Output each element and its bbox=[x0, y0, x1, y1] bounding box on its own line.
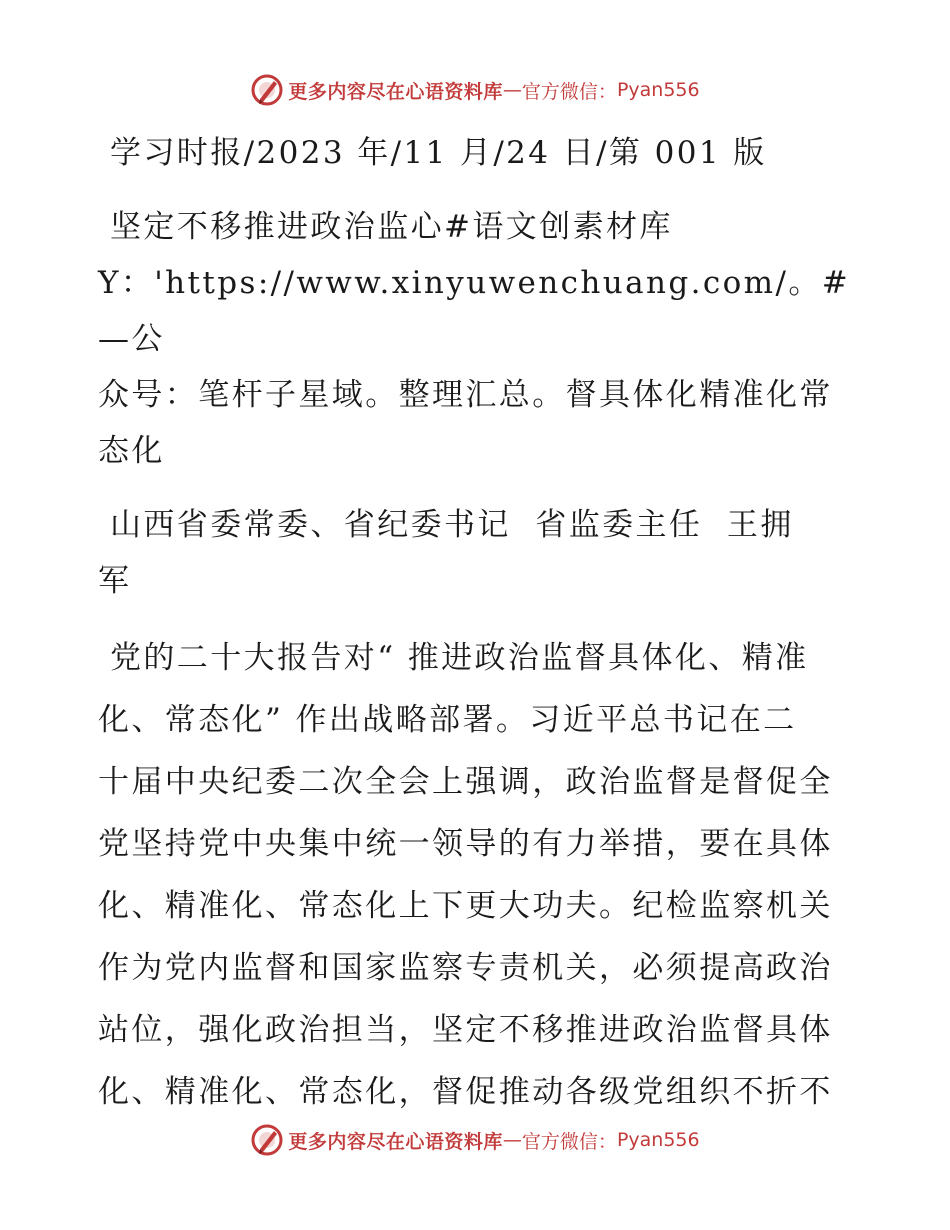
source-line-block bbox=[98, 125, 858, 181]
watermark-banner-bottom bbox=[0, 1120, 950, 1160]
title-line: 坚定不移推进政治监心#语文创素材库 bbox=[110, 209, 673, 245]
document-content bbox=[98, 125, 858, 1141]
body-line: 站位，强化政治担当，坚定不移推进政治监督具体 bbox=[98, 1012, 833, 1048]
watermark-brand: 更多内容尽在心语资料库 bbox=[288, 1130, 503, 1153]
pen-logo-icon bbox=[250, 1123, 284, 1157]
body-line: 化、精准化、常态化上下更大功夫。纪检监察机关 bbox=[98, 888, 833, 924]
title-line: 态化 bbox=[98, 433, 165, 469]
body-line: 作为党内监督和国家监察专责机关，必须提高政治 bbox=[98, 950, 833, 986]
body-line: 化、常态化” 作出战略部署。习近平总书记在二 bbox=[98, 702, 797, 738]
title-block bbox=[98, 199, 858, 479]
title-line: 众号：笔杆子星域。整理汇总。督具体化精准化常 bbox=[98, 377, 833, 413]
author-line: 军 bbox=[98, 563, 132, 599]
watermark-wechat-id: Pyan556 bbox=[616, 1129, 700, 1151]
body-paragraph bbox=[98, 627, 858, 1123]
body-line: 党的二十大报告对“ 推进政治监督具体化、精准 bbox=[110, 640, 809, 676]
author-block bbox=[98, 497, 858, 609]
watermark-brand: 更多内容尽在心语资料库 bbox=[288, 80, 503, 103]
title-line: Y：'https://www.xinyuwenchuang.com/。#—公 bbox=[98, 265, 851, 357]
watermark-banner-top bbox=[0, 70, 950, 110]
watermark-wechat-id: Pyan556 bbox=[616, 79, 700, 101]
watermark-dash: — bbox=[502, 79, 522, 101]
body-line: 党坚持党中央集中统一领导的有力举措，要在具体 bbox=[98, 826, 833, 862]
watermark-wechat-label: 官方微信： bbox=[521, 1130, 617, 1153]
body-line: 十届中央纪委二次全会上强调，政治监督是督促全 bbox=[98, 764, 833, 800]
watermark-dash: — bbox=[502, 1129, 522, 1151]
source-line: 学习时报/2023 年/11 月/24 日/第 001 版 bbox=[110, 135, 767, 171]
author-line: 山西省委常委、省纪委书记 省监委主任 王拥 bbox=[110, 507, 794, 543]
pen-logo-icon bbox=[250, 73, 284, 107]
body-line: 化、精准化、常态化，督促推动各级党组织不折不 bbox=[98, 1074, 833, 1110]
watermark-wechat-label: 官方微信： bbox=[521, 80, 617, 103]
